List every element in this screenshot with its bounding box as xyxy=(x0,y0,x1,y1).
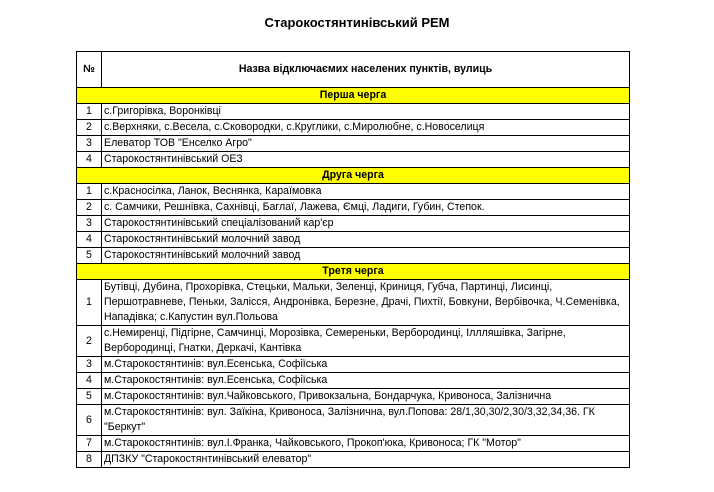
queue-header-row xyxy=(77,264,630,280)
queue-label: Перша черга xyxy=(77,88,630,104)
row-number: 2 xyxy=(77,326,102,357)
row-locations: ДПЗКУ "Старокостянтинівський елеватор" xyxy=(102,452,630,468)
table-row xyxy=(77,373,630,389)
row-number: 5 xyxy=(77,248,102,264)
row-locations: Старокостянтинівський спеціалізований кар'єр xyxy=(102,216,630,232)
table-header-row xyxy=(77,52,630,88)
page-title: Старокостянтинівський РЕМ xyxy=(264,15,450,30)
row-locations: с.Верхняки, с.Весела, с.Сковородки, с.Круглики, с.Миролюбне, с.Новоселиця xyxy=(102,120,630,136)
row-locations: Елеватор ТОВ "Енселко Агро" xyxy=(102,136,630,152)
column-header-number: № xyxy=(77,52,102,88)
row-locations: м.Старокостянтинів: вул. Заїкіна, Кривоноса, Залізнична, вул.Попова: 28/1,30,30/2,30/3,32,34,36. ГК "Беркут" xyxy=(102,405,630,436)
table-row xyxy=(77,184,630,200)
table-row xyxy=(77,248,630,264)
row-locations: Бутівці, Дубина, Прохорівка, Стецьки, Мальки, Зеленці, Криниця, Губча, Партинці, Лисинці, Першотравневе, Пеньки, Залісся, Андронівка, Березне, Драчі, Пихтії, Бовкуни, Вербівочка, Ч.Семенівка, Нападівка; с.Капустин вул.Польова xyxy=(102,280,630,326)
table-row xyxy=(77,232,630,248)
row-number: 2 xyxy=(77,120,102,136)
table-row xyxy=(77,136,630,152)
row-number: 1 xyxy=(77,184,102,200)
row-number: 6 xyxy=(77,405,102,436)
row-number: 7 xyxy=(77,436,102,452)
table-row xyxy=(77,104,630,120)
row-number: 3 xyxy=(77,357,102,373)
table-body xyxy=(77,88,630,468)
queue-label: Друга черга xyxy=(77,168,630,184)
table-row xyxy=(77,357,630,373)
queue-header-row xyxy=(77,88,630,104)
row-number: 4 xyxy=(77,232,102,248)
row-number: 5 xyxy=(77,389,102,405)
table-row xyxy=(77,152,630,168)
row-number: 2 xyxy=(77,200,102,216)
row-locations: с.Красносілка, Ланок, Веснянка, Караїмовка xyxy=(102,184,630,200)
row-number: 1 xyxy=(77,104,102,120)
column-header-name: Назва відключаємих населених пунктів, вулиць xyxy=(102,52,630,88)
row-number: 3 xyxy=(77,216,102,232)
queue-label: Третя черга xyxy=(77,264,630,280)
row-number: 3 xyxy=(77,136,102,152)
table-row xyxy=(77,216,630,232)
row-locations: м.Старокостянтинів: вул.Чайковського, Привокзальна, Бондарчука, Кривоноса, Залізнична xyxy=(102,389,630,405)
table-row xyxy=(77,405,630,436)
row-locations: с. Самчики, Решнівка, Сахнівці, Баглаї, Лажева, Ємці, Ладиги, Губин, Степок. xyxy=(102,200,630,216)
row-locations: с.Григорівка, Воронківці xyxy=(102,104,630,120)
row-number: 8 xyxy=(77,452,102,468)
row-locations: м.Старокостянтинів: вул.Есенська, Софіїська xyxy=(102,373,630,389)
row-number: 1 xyxy=(77,280,102,326)
row-locations: Старокостянтинівський молочний завод xyxy=(102,232,630,248)
table-row xyxy=(77,452,630,468)
table-row xyxy=(77,389,630,405)
row-locations: Старокостянтинівський молочний завод xyxy=(102,248,630,264)
table-row xyxy=(77,326,630,357)
row-locations: м.Старокостянтинів: вул.І.Франка, Чайковського, Прокоп'юка, Кривоноса; ГК "Мотор" xyxy=(102,436,630,452)
row-number: 4 xyxy=(77,373,102,389)
row-locations: с.Немиренці, Підгірне, Самчинці, Морозівка, Семереньки, Вербородинці, Іллляшівка, Загірне, Вербородинці, Гнатки, Деркачі, Кантівка xyxy=(102,326,630,357)
queue-header-row xyxy=(77,168,630,184)
table-row xyxy=(77,120,630,136)
row-locations: м.Старокостянтинів: вул.Есенська, Софіїська xyxy=(102,357,630,373)
table-row xyxy=(77,436,630,452)
row-locations: Старокостянтинівський ОЕЗ xyxy=(102,152,630,168)
table-row xyxy=(77,280,630,326)
table-row xyxy=(77,200,630,216)
row-number: 4 xyxy=(77,152,102,168)
outage-schedule-table xyxy=(76,51,630,468)
